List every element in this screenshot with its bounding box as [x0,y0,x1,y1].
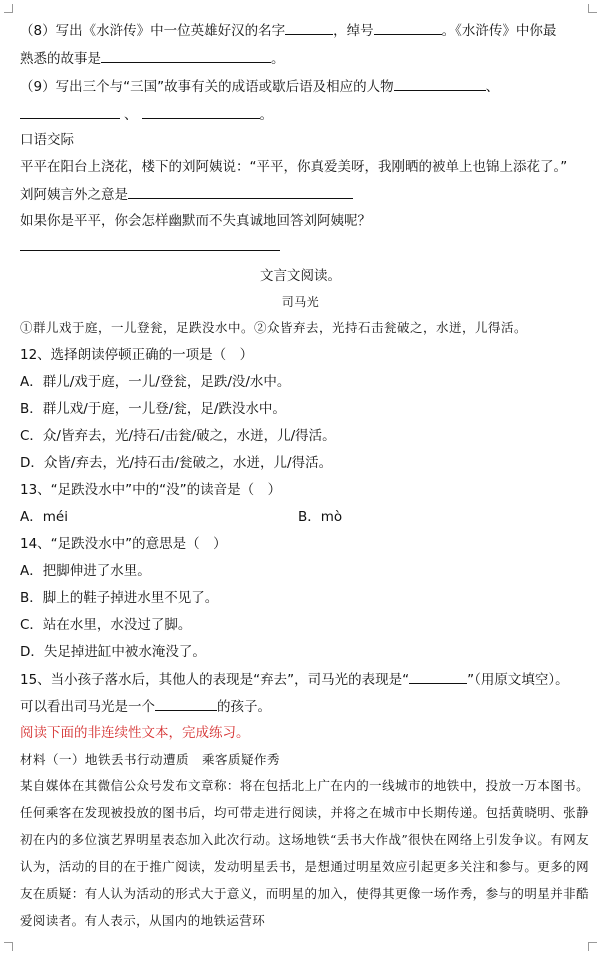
question-15-line1: 15、当小孩子落水后，其他人的表现是“弃去”，司马光的表现是“ ”（用原文填空）。 [20,669,589,690]
classical-title: 文言文阅读。 [260,268,341,284]
classical-author: 司马光 [281,295,320,309]
question-12-option-c[interactable]: C．众/皆弃去，光/持石/击瓮/破之，水迸，儿/得活。 [20,428,336,444]
answer-blank[interactable] [374,20,442,35]
answer-blank[interactable] [285,20,333,35]
question-14-option-c[interactable]: C．站在水里，水没过了脚。 [20,617,192,633]
question-13-stem: 13、“足跌没水中”中的“没”的读音是（ ） [20,482,282,498]
question-14-stem: 14、“足跌没水中”的意思是（ ） [20,536,227,552]
classical-text: ①群儿戏于庭，一儿登瓮，足跌没水中。②众皆弃去，光持石击瓮破之，水迸，儿得活。 [20,320,528,335]
oral-heading: 口语交际 [20,132,74,148]
question-12-option-b[interactable]: B．群儿戏/于庭，一儿登/瓮，足/跌没水中。 [20,401,286,417]
question-15-line2: 可以看出司马光是一个 的孩子。 [20,696,589,717]
material-paragraph: 某自媒体在其微信公众号发布文章称：将在包括北上广在内的一线城市的地铁中，投放一万本图书。任何乘客在发现被投放的图书后，均可带走进行阅读，并将之在城市中长期传递。包括黄晓明、张静初在内的多位演艺界明星表态加入此次行动。这场地铁“丢书大作战”很快在网络上引发争议。有网友认为，活动的目的在于推广阅读，发动明星丢书，是想通过明星效应引起更多关注和参与。更多的网友在质疑：有人认为活动的形式大于意义，而明星的加入，使得其更像一场作秀，参与的明星并非酷爱阅读者。有人表示，从国内的地铁运营环 [20,778,589,928]
answer-blank[interactable] [128,184,353,199]
page-corner-mark [588,942,597,951]
reading-instruction: 阅读下面的非连续性文本，完成练习。 [20,725,250,741]
answer-blank[interactable] [142,104,260,119]
question-9-line2: 、 。 [20,104,589,125]
question-12-stem: 12、选择朗读停顿正确的一项是（ ） [20,347,254,363]
question-9-line1: （9）写出三个与“三国”故事有关的成语或歇后语及相应的人物 、 [20,76,589,97]
oral-prompt: 平平在阳台上浇花，楼下的刘阿姨说：“平平，你真爱美呀，我刚晒的被单上也锦上添花了。” [20,159,568,175]
oral-question-1: 刘阿姨言外之意是 [20,184,589,205]
question-14-option-a[interactable]: A．把脚伸进了水里。 [20,563,151,579]
question-12-option-d[interactable]: D．众皆/弃去，光/持石击/瓮破之，水迸，儿/得活。 [20,455,333,471]
answer-blank[interactable] [394,76,486,91]
answer-blank[interactable] [101,48,271,63]
answer-blank[interactable] [20,104,120,119]
answer-blank[interactable] [20,236,280,251]
question-14-option-d[interactable]: D．失足掉进缸中被水淹没了。 [20,644,206,660]
question-8-line2: 熟悉的故事是 。 [20,48,589,69]
page-corner-mark [4,4,13,13]
page-corner-mark [4,942,13,951]
material-title: 材料（一）地铁丢书行动遭质 乘客质疑作秀 [20,752,281,767]
question-13-options [20,507,589,527]
oral-question-2: 如果你是平平，你会怎样幽默而不失真诚地回答刘阿姨呢？ [20,213,371,229]
question-13-option-b[interactable]: B．mò [298,509,343,525]
question-8-line1: （8）写出《水浒传》中一位英雄好汉的名字 ，绰号 。《水浒传》中你最 [20,20,589,41]
question-12-option-a[interactable]: A．群儿/戏于庭，一儿/登瓮，足跌/没/水中。 [20,374,291,390]
oral-answer-line [20,236,589,257]
question-14-option-b[interactable]: B．脚上的鞋子掉进水里不见了。 [20,590,219,606]
page-corner-mark [588,4,597,13]
answer-blank[interactable] [155,696,217,711]
answer-blank[interactable] [409,669,467,684]
question-13-option-a[interactable]: A．méi [20,509,68,525]
